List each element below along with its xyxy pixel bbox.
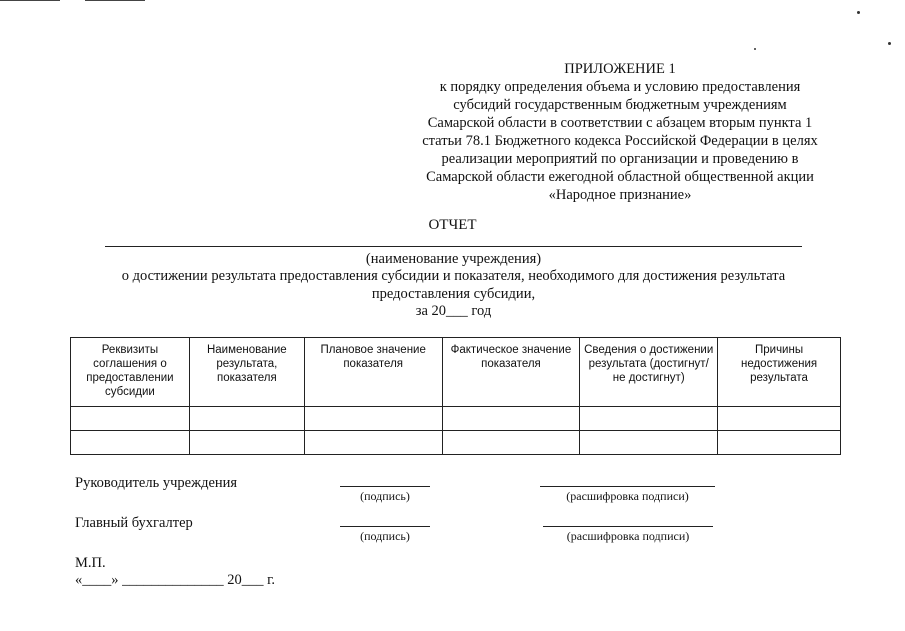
- table-row: [71, 431, 841, 455]
- head-label: Руководитель учреждения: [75, 475, 238, 491]
- scan-speck: [754, 48, 756, 50]
- scan-speck: [857, 11, 860, 14]
- scan-edge-mark: [85, 0, 145, 1]
- head-signature-line[interactable]: [340, 486, 430, 487]
- table-cell[interactable]: [580, 407, 718, 431]
- accountant-label: Главный бухгалтер: [75, 515, 193, 531]
- stamp-label: М.П.: [75, 555, 106, 571]
- col-header-reasons: Причины недостижения результата: [718, 338, 841, 407]
- head-decode-line[interactable]: [540, 486, 715, 487]
- report-title: [0, 217, 905, 234]
- accountant-signature-caption: (подпись): [360, 529, 410, 543]
- appendix-header: [400, 60, 840, 204]
- appendix-line: статьи 78.1 Бюджетного кодекса Российской Федерации в целях: [422, 133, 818, 149]
- scan-edge-mark: [0, 0, 60, 1]
- col-header-achievement-info: Сведения о достижении результата (достигнут/ не достигнут): [580, 338, 718, 407]
- head-decode-caption: (расшифровка подписи): [566, 489, 689, 503]
- appendix-line: Самарской области ежегодной областной общественной акции: [426, 169, 814, 185]
- head-signature-caption: (подпись): [360, 489, 410, 503]
- appendix-line: Самарской области в соответствии с абзацем вторым пункта 1: [427, 115, 813, 131]
- table-cell[interactable]: [71, 431, 190, 455]
- col-header-actual-value: Фактическое значение показателя: [442, 338, 580, 407]
- report-table: [70, 337, 841, 455]
- col-header-result-name: Наименование результата, показателя: [189, 338, 304, 407]
- appendix-title: ПРИЛОЖЕНИЕ 1: [564, 61, 676, 77]
- col-header-planned-value: Плановое значение показателя: [304, 338, 442, 407]
- scan-speck: [888, 42, 891, 45]
- institution-caption: (наименование учреждения): [365, 251, 542, 267]
- col-header-agreement: Реквизиты соглашения о предоставлении субсидии: [71, 338, 190, 407]
- table-cell[interactable]: [189, 407, 304, 431]
- table-cell[interactable]: [304, 431, 442, 455]
- date-line: «____» ______________ 20___ г.: [75, 572, 276, 588]
- table-cell[interactable]: [718, 431, 841, 455]
- table-cell[interactable]: [71, 407, 190, 431]
- report-year-line: за 20___ год: [415, 303, 492, 319]
- table-cell[interactable]: [580, 431, 718, 455]
- appendix-line: субсидий государственным бюджетным учреждениям: [453, 97, 787, 113]
- accountant-decode-line[interactable]: [543, 526, 713, 527]
- table-cell[interactable]: [442, 431, 580, 455]
- table-cell[interactable]: [189, 431, 304, 455]
- table-header-row: [71, 338, 841, 407]
- appendix-line: к порядку определения объема и условию предоставления: [439, 79, 801, 95]
- accountant-signature-line[interactable]: [340, 526, 430, 527]
- table-cell[interactable]: [718, 407, 841, 431]
- report-subtitle-line1: о достижении результата предоставления субсидии и показателя, необходимого для достижения результата: [121, 268, 786, 284]
- institution-name-line: [105, 246, 802, 247]
- report-title-text: ОТЧЕТ: [428, 217, 477, 233]
- accountant-decode-caption: (расшифровка подписи): [566, 529, 690, 543]
- table-cell[interactable]: [442, 407, 580, 431]
- report-subtitle-line2: предоставления субсидии,: [371, 286, 536, 302]
- appendix-line: реализации мероприятий по организации и проведению в: [441, 151, 799, 167]
- appendix-line: «Народное признание»: [548, 187, 692, 203]
- table-cell[interactable]: [304, 407, 442, 431]
- table-row: [71, 407, 841, 431]
